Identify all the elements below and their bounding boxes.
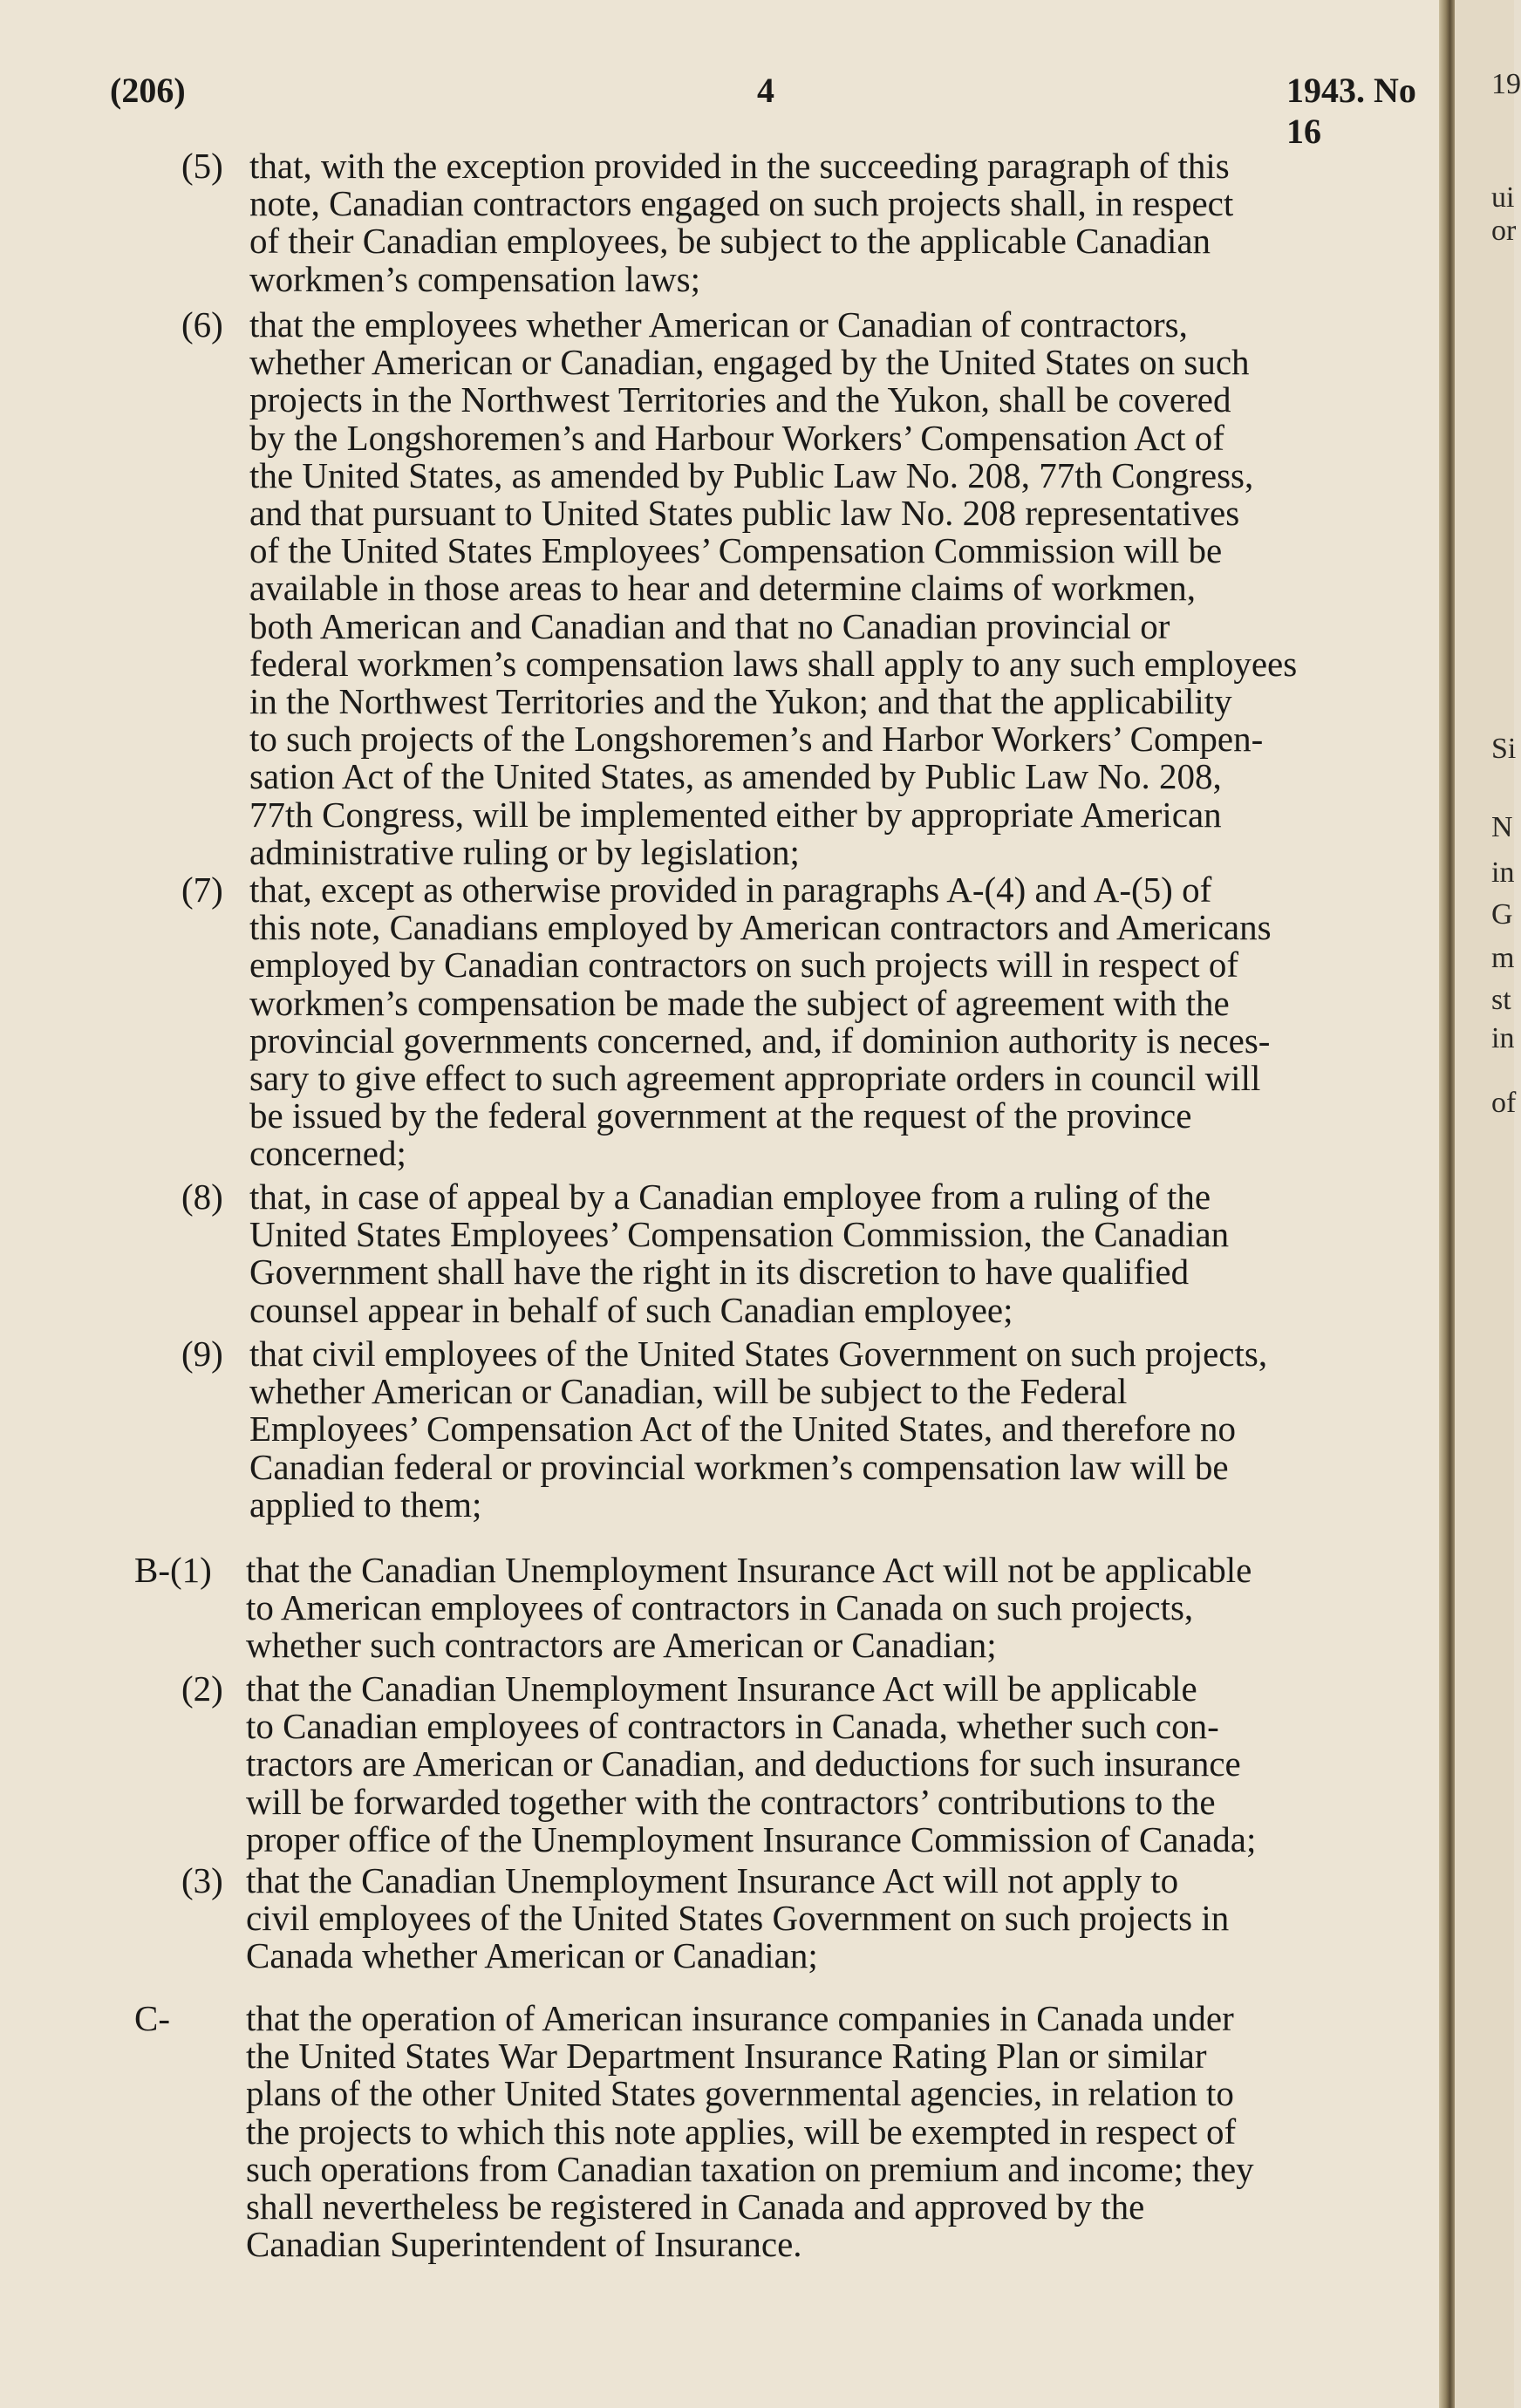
- text-line: Canadian federal or provincial workmen’s compensation law will be: [249, 1447, 1229, 1487]
- text-line: concerned;: [249, 1133, 406, 1173]
- text-line: applied to them;: [249, 1484, 482, 1525]
- facing-page-fragment: N: [1491, 811, 1513, 843]
- text-line: the United States, as amended by Public Law No. 208, 77th Congress,: [249, 455, 1254, 495]
- text-line: provincial governments concerned, and, if dominion authority is neces-: [249, 1020, 1271, 1061]
- text-line: workmen’s compensation be made the subject of agreement with the: [249, 983, 1230, 1023]
- text-line: plans of the other United States governmental agencies, in relation to: [246, 2073, 1234, 2113]
- text-line: proper office of the Unemployment Insurance Commission of Canada;: [246, 1819, 1257, 1859]
- text-line: whether American or Canadian, will be subject to the Federal: [249, 1371, 1128, 1411]
- facing-page-fragment: of: [1491, 1087, 1517, 1119]
- text-line: the projects to which this note applies, will be exempted in respect of: [246, 2111, 1237, 2152]
- paragraph-label: (6): [181, 304, 223, 344]
- paragraph-label: B-(1): [134, 1550, 212, 1590]
- facing-page-fragment: ui: [1491, 181, 1515, 214]
- text-line: the United States War Department Insurance Rating Plan or similar: [246, 2036, 1207, 2076]
- text-line: counsel appear in behalf of such Canadian employee;: [249, 1290, 1013, 1330]
- text-line: that, except as otherwise provided in paragraphs A-(4) and A-(5) of: [249, 870, 1212, 910]
- page-number-center: 4: [757, 71, 774, 110]
- text-line: whether such contractors are American or Canadian;: [246, 1625, 997, 1665]
- text-line: note, Canadian contractors engaged on such projects shall, in respect: [249, 183, 1234, 223]
- text-line: be issued by the federal government at the request of the province: [249, 1095, 1192, 1136]
- text-line: to Canadian employees of contractors in Canada, whether such con-: [246, 1706, 1219, 1746]
- text-line: to such projects of the Longshoremen’s and Harbor Workers’ Compen-: [249, 719, 1264, 759]
- text-line: civil employees of the United States Government on such projects in: [246, 1898, 1230, 1938]
- text-line: that the operation of American insurance companies in Canada under: [246, 1998, 1234, 2038]
- text-line: workmen’s compensation laws;: [249, 259, 700, 299]
- facing-page-fragment: 19: [1491, 68, 1521, 100]
- text-line: of their Canadian employees, be subject to the applicable Canadian: [249, 221, 1211, 261]
- text-line: that, in case of appeal by a Canadian employee from a ruling of the: [249, 1177, 1211, 1217]
- paragraph-label: (5): [181, 146, 223, 186]
- facing-page-fragment: in: [1491, 1022, 1515, 1054]
- paragraph-label: (2): [181, 1668, 223, 1709]
- text-line: Government shall have the right in its discretion to have qualified: [249, 1252, 1190, 1292]
- text-line: that the Canadian Unemployment Insurance Act will not be applicable: [246, 1550, 1252, 1590]
- text-line: that civil employees of the United States Government on such projects,: [249, 1334, 1268, 1374]
- facing-page-fragment: G: [1491, 898, 1513, 931]
- text-line: and that pursuant to United States public law No. 208 representatives: [249, 493, 1240, 533]
- text-line: to American employees of contractors in Canada on such projects,: [246, 1587, 1194, 1627]
- text-line: shall nevertheless be registered in Canada and approved by the: [246, 2186, 1145, 2227]
- text-line: sation Act of the United States, as amended by Public Law No. 208,: [249, 756, 1222, 796]
- text-line: available in those areas to hear and determine claims of workmen,: [249, 568, 1196, 608]
- text-line: whether American or Canadian, engaged by the United States on such: [249, 342, 1250, 382]
- text-line: by the Longshoremen’s and Harbour Workers’ Compensation Act of: [249, 418, 1224, 458]
- page-header: [0, 70, 1439, 151]
- text-line: employed by Canadian contractors on such projects will in respect of: [249, 945, 1239, 985]
- text-line: of the United States Employees’ Compensation Commission will be: [249, 530, 1223, 570]
- text-line: federal workmen’s compensation laws shall apply to any such employees: [249, 644, 1298, 684]
- paragraph-label: C-: [134, 1998, 170, 2038]
- text-line: Employees’ Compensation Act of the United States, and therefore no: [249, 1409, 1237, 1449]
- text-line: this note, Canadians employed by American contractors and Americans: [249, 907, 1272, 947]
- text-line: projects in the Northwest Territories and the Yukon, shall be covered: [249, 379, 1231, 420]
- facing-page-fragment: Si: [1491, 733, 1517, 765]
- facing-page-fragment: or: [1491, 215, 1517, 247]
- facing-page-fragment: st: [1491, 984, 1511, 1016]
- text-line: such operations from Canadian taxation on premium and income; they: [246, 2149, 1254, 2189]
- text-line: both American and Canadian and that no Canadian provincial or: [249, 606, 1170, 646]
- book-spine: [1439, 0, 1455, 2408]
- text-line: in the Northwest Territories and the Yukon; and that the applicability: [249, 681, 1232, 721]
- facing-page-fragment: in: [1491, 856, 1515, 889]
- paragraph-label: (7): [181, 870, 223, 910]
- paragraph-label: (3): [181, 1860, 223, 1900]
- text-line: that, with the exception provided in the succeeding paragraph of this: [249, 146, 1230, 186]
- text-line: will be forwarded together with the contractors’ contributions to the: [246, 1782, 1216, 1822]
- paragraph-label: (9): [181, 1334, 223, 1374]
- text-line: sary to give effect to such agreement appropriate orders in council will: [249, 1058, 1261, 1098]
- page-number-left: (206): [110, 71, 186, 110]
- text-line: Canada whether American or Canadian;: [246, 1935, 818, 1975]
- text-line: administrative ruling or by legislation;: [249, 832, 800, 872]
- text-line: that the employees whether American or Canadian of contractors,: [249, 304, 1188, 344]
- document-reference: 1943. No 16: [1286, 71, 1416, 151]
- text-line: Canadian Superintendent of Insurance.: [246, 2224, 802, 2264]
- facing-page-fragment: m: [1491, 942, 1515, 974]
- text-line: that the Canadian Unemployment Insurance Act will not apply to: [246, 1860, 1179, 1900]
- text-line: 77th Congress, will be implemented either by appropriate American: [249, 795, 1222, 835]
- adjacent-page-edge: [1455, 0, 1521, 2408]
- text-line: that the Canadian Unemployment Insurance Act will be applicable: [246, 1668, 1197, 1709]
- text-line: tractors are American or Canadian, and deductions for such insurance: [246, 1743, 1241, 1784]
- text-line: United States Employees’ Compensation Commission, the Canadian: [249, 1214, 1230, 1254]
- paragraph-label: (8): [181, 1177, 223, 1217]
